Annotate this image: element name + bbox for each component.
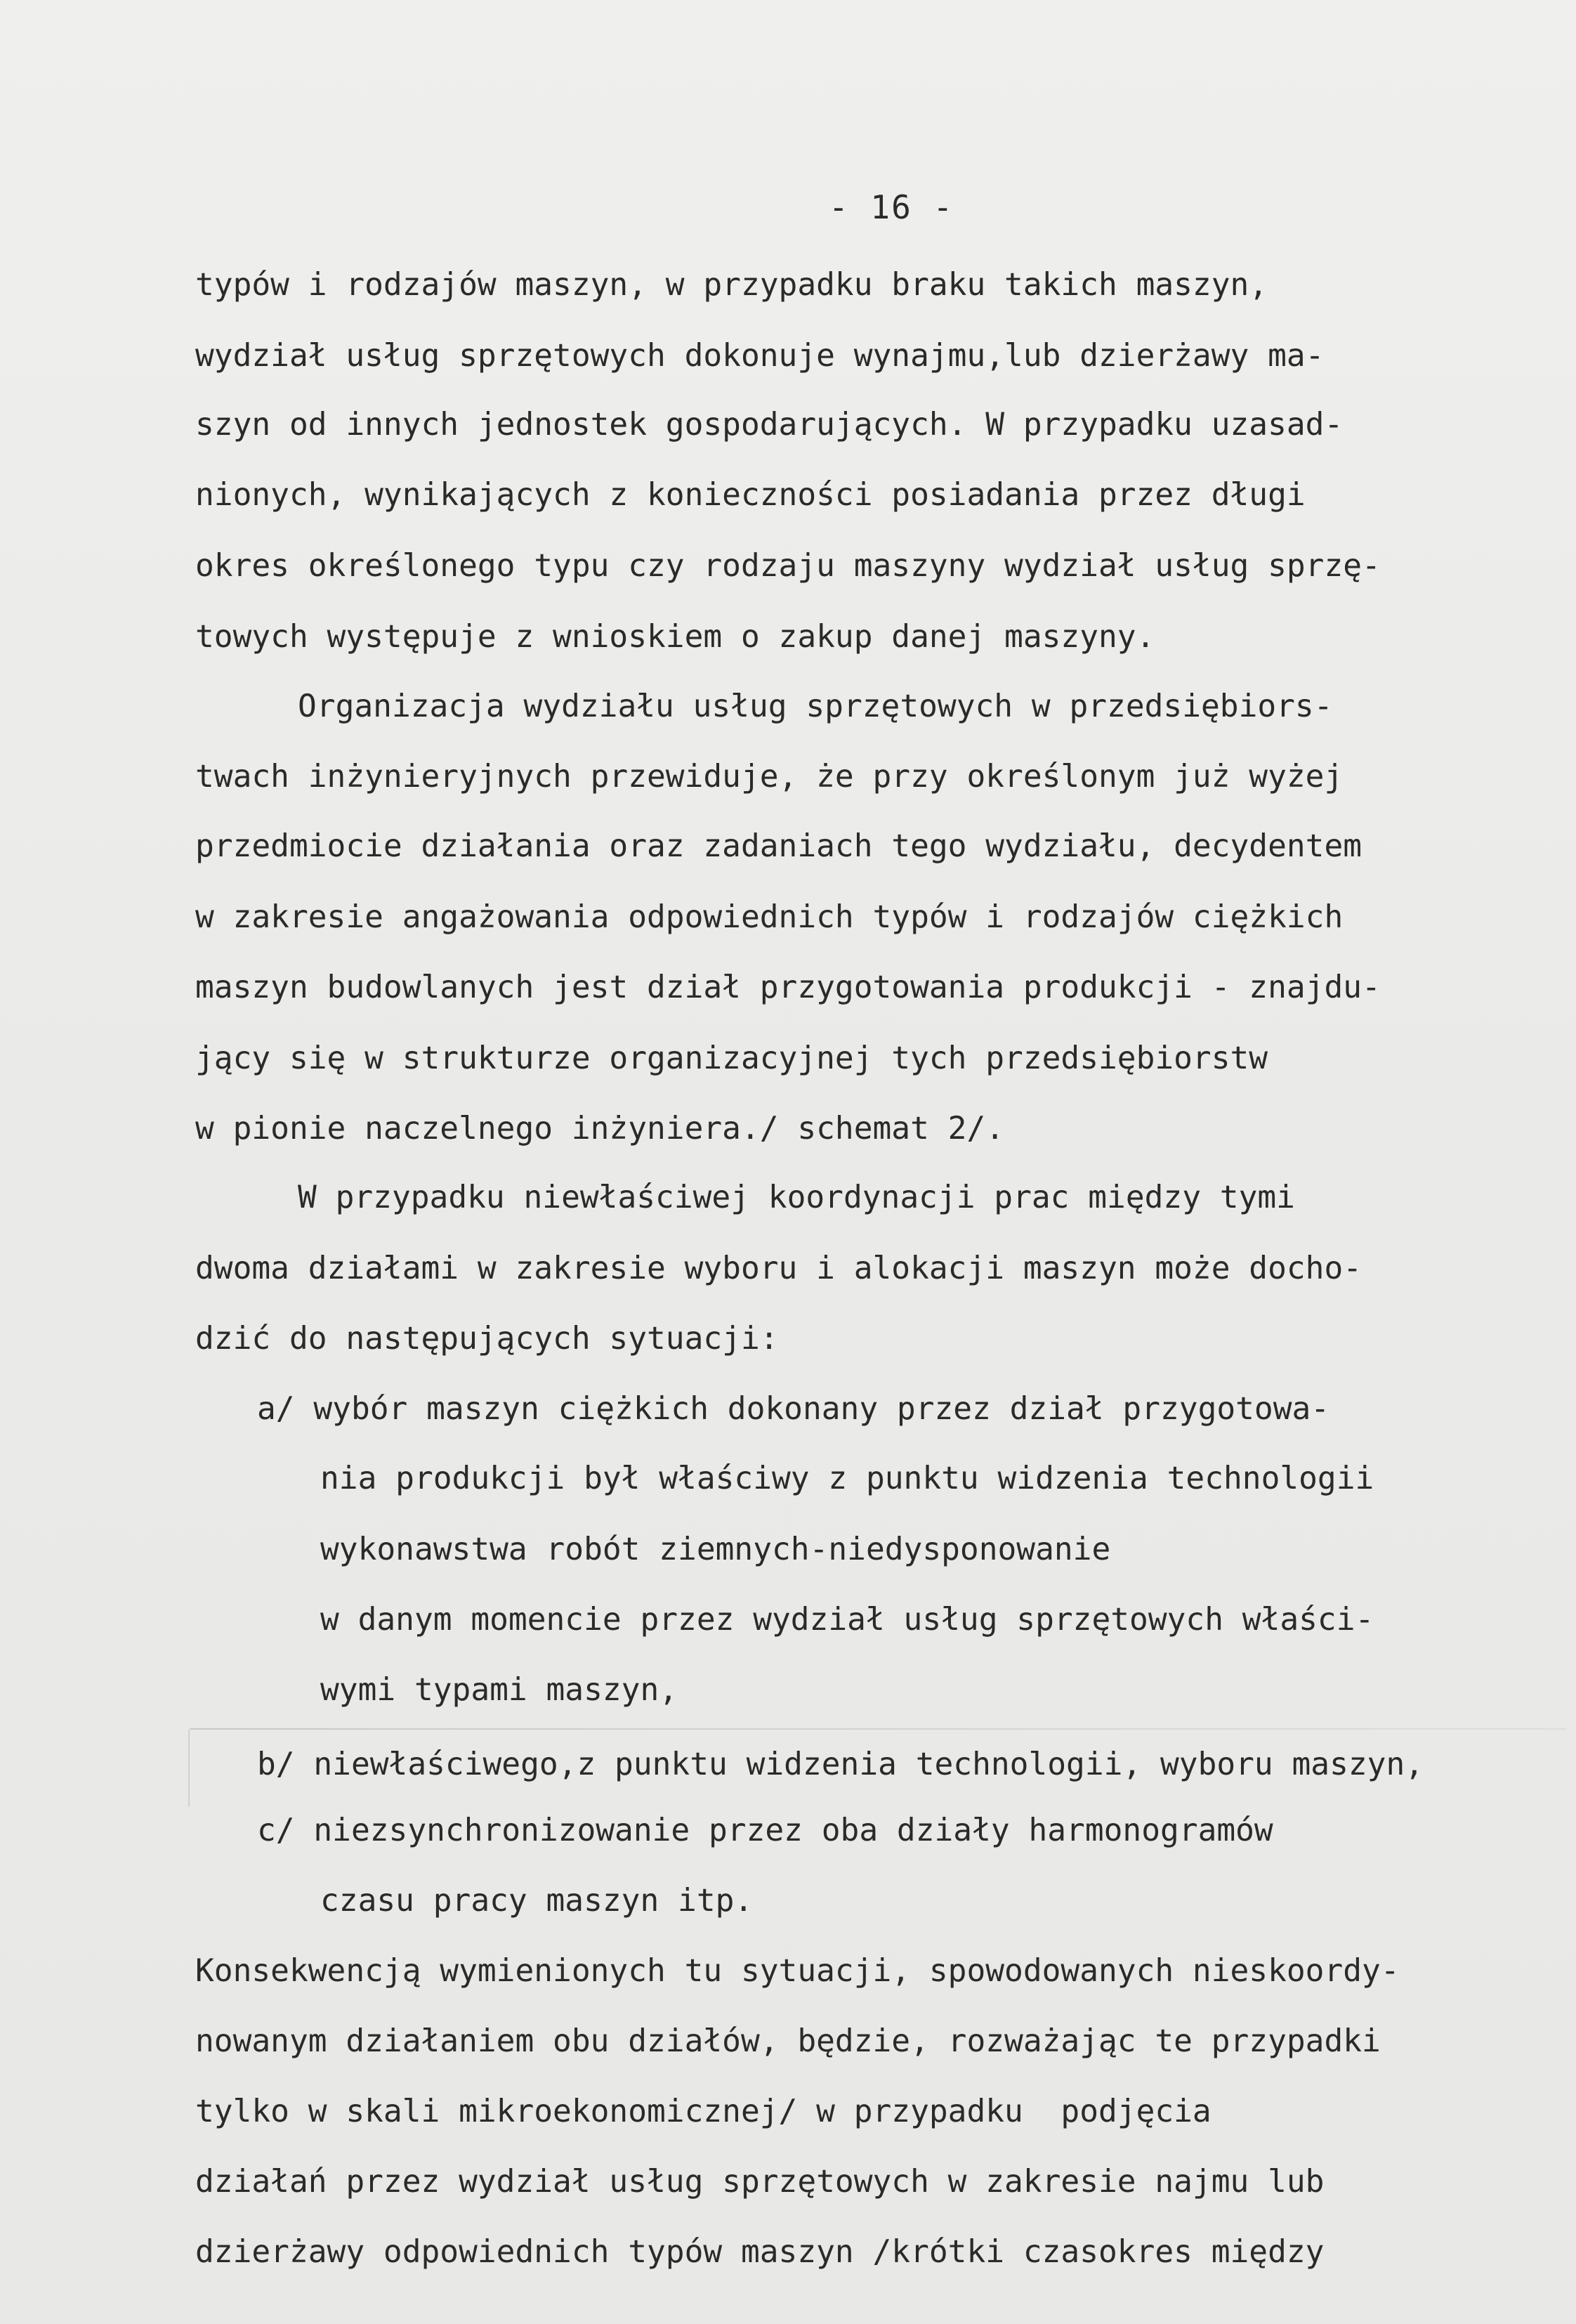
text-line: Organizacja wydziału usług sprzętowych w przedsiębiors- (298, 688, 1333, 724)
list-item-c-continuation: czasu pracy maszyn itp. (320, 1883, 754, 1919)
page-number: - 16 - (829, 188, 954, 226)
list-item-a-continuation: wymi typami maszyn, (320, 1672, 678, 1708)
text-line: tylko w skali mikroekonomicznej/ w przypadku podjęcia (195, 2094, 1211, 2129)
list-item-b: b/ niewłaściwego,z punktu widzenia technologii, wyboru maszyn, (257, 1747, 1424, 1782)
text-line: dzierżawy odpowiednich typów maszyn /krótki czasokres między (195, 2234, 1325, 2270)
list-item-a-continuation: nia produkcji był właściwy z punktu widzenia technologii (320, 1461, 1374, 1496)
text-line: Konsekwencją wymienionych tu sytuacji, spowodowanych nieskoordy- (195, 1953, 1400, 1989)
list-item-a: a/ wybór maszyn ciężkich dokonany przez dział przygotowa- (257, 1391, 1330, 1427)
text-line: typów i rodzajów maszyn, w przypadku braku takich maszyn, (195, 267, 1268, 303)
paper-fold-mark-vertical (188, 1730, 190, 1807)
text-line: nionych, wynikających z konieczności posiadania przez długi (195, 477, 1306, 513)
text-line: w zakresie angażowania odpowiednich typów i rodzajów ciężkich (195, 899, 1344, 935)
text-line: jący się w strukturze organizacyjnej tych przedsiębiorstw (195, 1040, 1268, 1076)
list-item-a-continuation: w danym momencie przez wydział usług sprzętowych właści- (320, 1602, 1374, 1638)
text-line: nowanym działaniem obu działów, będzie, rozważając te przypadki (195, 2023, 1381, 2059)
text-line: W przypadku niewłaściwej koordynacji prac między tymi (298, 1180, 1295, 1215)
text-line: maszyn budowlanych jest dział przygotowania produkcji - znajdu- (195, 970, 1381, 1005)
list-item-a-continuation: wykonawstwa robót ziemnych-niedysponowanie (320, 1532, 1111, 1567)
text-line: towych występuje z wnioskiem o zakup danej maszyny. (195, 619, 1155, 655)
text-line: szyn od innych jednostek gospodarujących. W przypadku uzasad- (195, 407, 1344, 443)
text-line: dwoma działami w zakresie wyboru i alokacji maszyn może docho- (195, 1251, 1362, 1286)
paper-fold-mark (190, 1728, 1566, 1730)
text-line: dzić do następujących sytuacji: (195, 1321, 779, 1357)
text-line: działań przez wydział usług sprzętowych w zakresie najmu lub (195, 2164, 1325, 2200)
text-line: wydział usług sprzętowych dokonuje wynajmu,lub dzierżawy ma- (195, 338, 1325, 374)
text-line: w pionie naczelnego inżyniera./ schemat 2/. (195, 1111, 1005, 1147)
text-line: twach inżynieryjnych przewiduje, że przy określonym już wyżej (195, 759, 1344, 795)
text-line: okres określonego typu czy rodzaju maszyny wydział usług sprzę- (195, 548, 1381, 584)
list-item-c: c/ niezsynchronizowanie przez oba działy harmonogramów (257, 1813, 1273, 1848)
text-line: przedmiocie działania oraz zadaniach tego wydziału, decydentem (195, 828, 1362, 864)
